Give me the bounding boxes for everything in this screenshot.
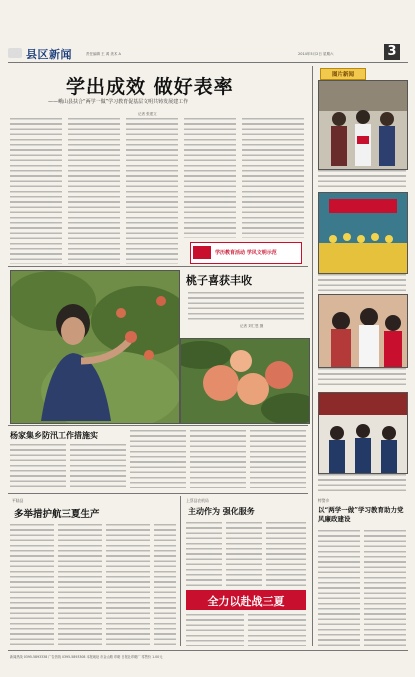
right-caption-2 [318,274,406,292]
lead-byline: 记者 张建文 [138,112,157,116]
footer-text: 新闻热线 0395-5893338 广告热线 0395-5893308 本报地址 市金山路 印刷 日报社印刷厂 零售价 1.00元 [10,655,163,659]
bottom-right-headline: 以“两学一做”学习教育助力党风廉政建设 [318,506,404,523]
bottom-left-body-col-3 [106,524,150,646]
footer-rule [8,650,408,651]
right-caption-4 [318,474,406,492]
flood-body-col-1 [10,444,66,488]
right-col-divider [312,66,313,646]
flood-headline: 杨家集乡防汛工作措施实 [10,430,98,440]
peach-fruit-illustration [181,339,309,423]
bottom-mid-headline: 主动作为 强化服务 [188,506,255,516]
peach-headline: 桃子喜获丰收 [186,274,252,287]
bottom-left-headline: 多举措护航三夏生产 [14,509,100,520]
lead-bottom-rule [8,266,308,267]
flood-top-rule [8,425,308,426]
bottom-right-kicker: 特警乡 [318,498,330,503]
san-xia-banner-text: 全力以赴战三夏 [207,595,285,608]
lead-body-col-3 [126,118,178,264]
bottom-mid-body-col-1 [186,522,222,586]
lead-article [8,68,308,266]
bottom-mid-body-col-3 [266,522,306,586]
peach-woman-photo [10,270,180,424]
lead-headline: 学出成效 做好表率 [66,76,234,98]
lead-badge-text: 学历教育活动 学风文明示范 [215,250,277,256]
flood-bottom-rule [8,493,308,494]
flood-body-col-3 [130,430,186,488]
bottom-mid-kicker: 上蔡县农机局 [186,498,209,503]
bottom-left-body-col-2 [58,524,102,646]
peach-woman-illustration [11,271,179,423]
right-photo-1 [318,80,408,170]
flood-body-col-4 [190,430,246,488]
flood-body-col-2 [70,444,126,488]
peach-byline: 记者 刘仁恩 摄 [240,324,264,328]
right-photo-3 [318,294,408,368]
lead-body-col-4 [184,118,236,238]
bottom-mid-body-col-5 [248,614,306,646]
san-xia-banner [186,590,306,610]
lead-subhead: ——峨山县扶合“两学一做”学习教育促基层文明共铸发展建工作 [48,99,189,105]
section-title: 县区新闻 [26,48,72,61]
bottom-mid-body-col-2 [226,522,262,586]
photo-news-tag-text: 图片新闻 [331,72,354,78]
peach-caption [188,292,304,320]
bottom-right-body-col-1 [318,530,360,646]
right-photo-4 [318,392,408,474]
bottom-left-body-col-4 [154,524,176,646]
lead-body-col-2 [68,118,120,264]
masthead-rule [8,62,408,63]
meeting-illustration [319,393,407,473]
stage-performance-illustration [319,193,407,273]
masthead [8,44,408,64]
bottom-left-body-col-1 [10,524,54,646]
photo-news-tag [320,68,366,80]
masthead-meta-right: 2014年5月2日 星期六 [298,52,334,56]
right-caption-3 [318,368,406,388]
award-group-illustration [319,81,407,169]
right-caption-1 [318,170,406,188]
section-marker [8,48,22,58]
bottom-mid-body-col-4 [186,614,244,646]
right-photo-2 [318,192,408,274]
peach-closeup-photo [180,338,310,424]
page-number: 3 [384,44,400,60]
bottom-left-kicker: 平陆县 [12,498,24,503]
flood-body-col-5 [250,430,306,488]
peach-headline-block [180,272,308,342]
lead-badge [190,242,302,264]
bottom-right-body-col-2 [364,530,406,646]
classroom-illustration [319,295,407,367]
bottom-divider-1 [180,496,181,646]
masthead-meta-left: 责任编辑 王 鸿 美术 A [86,52,121,56]
flag-icon [193,246,211,259]
lead-body-col-5 [242,118,304,238]
lead-body-col-1 [10,118,62,264]
